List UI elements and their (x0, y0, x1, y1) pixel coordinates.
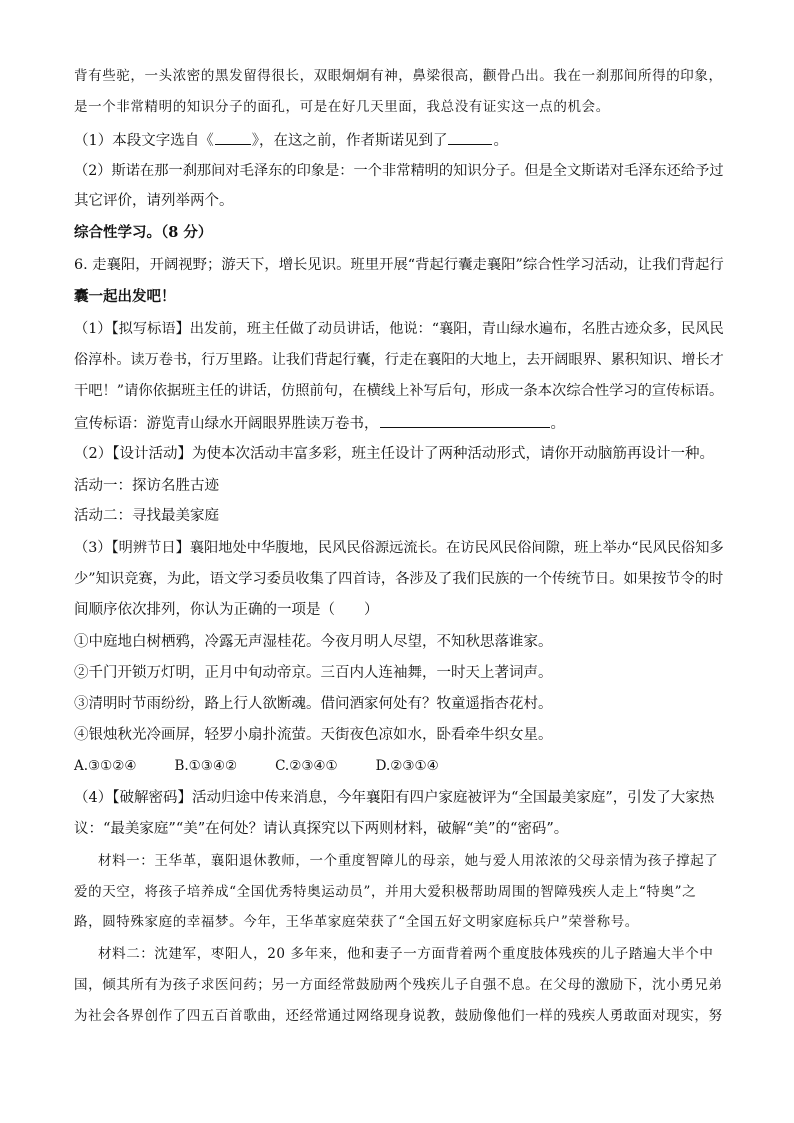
material-1-line: 爱的天空，将孩子培养成“全国优秀特奥运动员”，并用大爱积极帮助周围的智障残疾人走上“特奥”之 (74, 884, 697, 900)
subquestion-1-line: （1）【拟写标语】出发前，班主任做了动员讲话，他说：“襄阳，青山绿水遍布，名胜古迹众多，民风民 (74, 321, 724, 337)
subquestion-3-line: 间顺序依次排列，你认为正确的一项是（ ） (74, 602, 379, 618)
subquestion-4-line: （4）【破解密码】活动归途中传来消息，今年襄阳有四户家庭被评为“全国最美家庭”，引发了大家热 (74, 790, 715, 806)
option-a[interactable]: A.③①②④ (74, 758, 137, 774)
poem-line: ④银烛秋光冷画屏，轻罗小扇扑流萤。天街夜色凉如水，卧看牵牛织女星。 (74, 727, 553, 743)
option-b[interactable]: B.①③④② (174, 758, 238, 774)
question-6-intro: 6. 走襄阳，开阔视野；游天下，增长见识。班里开展“背起行囊走襄阳”综合性学习活动，让我们背起行 (74, 257, 724, 273)
poem-line: ②千门开锁万灯明，正月中旬动帝京。三百内人连袖舞，一时天上著词声。 (74, 665, 553, 681)
question-6-intro: 囊一起出发吧！ (74, 288, 176, 305)
question-2-line: 其它评价，请列举两个。 (74, 193, 234, 209)
passage-line: 是一个非常精明的知识分子的面孔，可是在好几天里面，我总没有证实这一点的机会。 (74, 99, 610, 115)
subquestion-3-line: 少”知识竞赛，为此，语文学习委员收集了四首诗，各涉及了我们民族的一个传统节日。如果按节令的时 (74, 571, 724, 587)
option-d[interactable]: D.②③①④ (375, 758, 439, 774)
subquestion-3-line: （3）【明辨节日】襄阳地处中华腹地，民风民俗源远流长。在访民风民俗间隙，班上举办“民风民俗知多 (74, 540, 724, 556)
poem-line: ③清明时节雨纷纷，路上行人欲断魂。借问酒家何处有？牧童遥指杏花村。 (74, 696, 553, 712)
material-1-line: 路，圆特殊家庭的幸福梦。今年，王华革家庭荣获了“全国五好文明家庭标兵户”荣誉称号。 (74, 914, 639, 930)
slogan-prefix: 宣传标语：游览青山绿水开阔眼界胜读万卷书， (74, 416, 379, 432)
question-1-text: （1）本段文字选自《 (74, 133, 214, 149)
passage-line: 背有些驼，一头浓密的黑发留得很长，双眼炯炯有神，鼻梁很高，颧骨凸出。我在一刹那间所得的印象， (74, 68, 723, 84)
material-2-line: 材料二：沈建军，枣阳人，20 多年来，他和妻子一方面背着两个重度肢体残疾的儿子踏遍大半个中 (98, 946, 714, 962)
slogan-line (74, 413, 724, 434)
section-heading: 综合性学习。（8 分） (74, 224, 213, 241)
subquestion-1-line: 俗淳朴。读万卷书，行万里路。让我们背起行囊，行走在襄阳的大地上，去开阔眼界、累积知识、增长才 (74, 352, 724, 368)
subquestion-2-line: （2）【设计活动】为使本次活动丰富多彩，班主任设计了两种活动形式，请你开动脑筋再设计一种。 (74, 446, 714, 462)
activity-item: 活动二：寻找最美家庭 (74, 508, 219, 524)
poem-line: ①中庭地白树栖鸦，冷露无声湿桂花。今夜月明人尽望，不知秋思落谁家。 (74, 634, 553, 650)
subquestion-4-line: 议：“最美家庭”“美”在何处？请认真探究以下两则材料，破解“美”的“密码”。 (74, 821, 569, 837)
question-1-text: 》，在这之前，作者斯诺见到了 (251, 133, 448, 149)
option-c[interactable]: C.②③④① (275, 758, 338, 774)
answer-blank[interactable] (215, 130, 251, 145)
question-1-text: 。 (493, 133, 508, 149)
answer-blank[interactable] (448, 130, 492, 145)
question-1 (74, 130, 724, 151)
material-1-line: 材料一：王华革，襄阳退休教师，一个重度智障儿的母亲，她与爱人用浓浓的父母亲情为孩子撑起了 (98, 853, 719, 869)
material-2-line: 为社会各界创作了四五百首歌曲，还经常通过网络现身说教，鼓励像他们一样的残疾人勇敢面对现实，努 (74, 1008, 723, 1024)
subquestion-1-line: 干吧！”请你依据班主任的讲话，仿照前句，在横线上补写后句，形成一条本次综合性学习的宣传标语。 (74, 383, 724, 399)
answer-options (74, 756, 724, 776)
material-2-line: 国，倾其所有为孩子求医问药；另一方面经常鼓励两个残疾儿子自强不息。在父母的激励下，沈小勇兄弟 (74, 977, 723, 993)
question-2-line: （2）斯诺在那一刹那间对毛泽东的印象是：一个非常精明的知识分子。但是全文斯诺对毛泽东还给予过 (74, 163, 724, 179)
slogan-answer-blank[interactable] (380, 413, 550, 428)
activity-item: 活动一：探访名胜古迹 (74, 478, 219, 494)
slogan-suffix: 。 (550, 416, 565, 432)
